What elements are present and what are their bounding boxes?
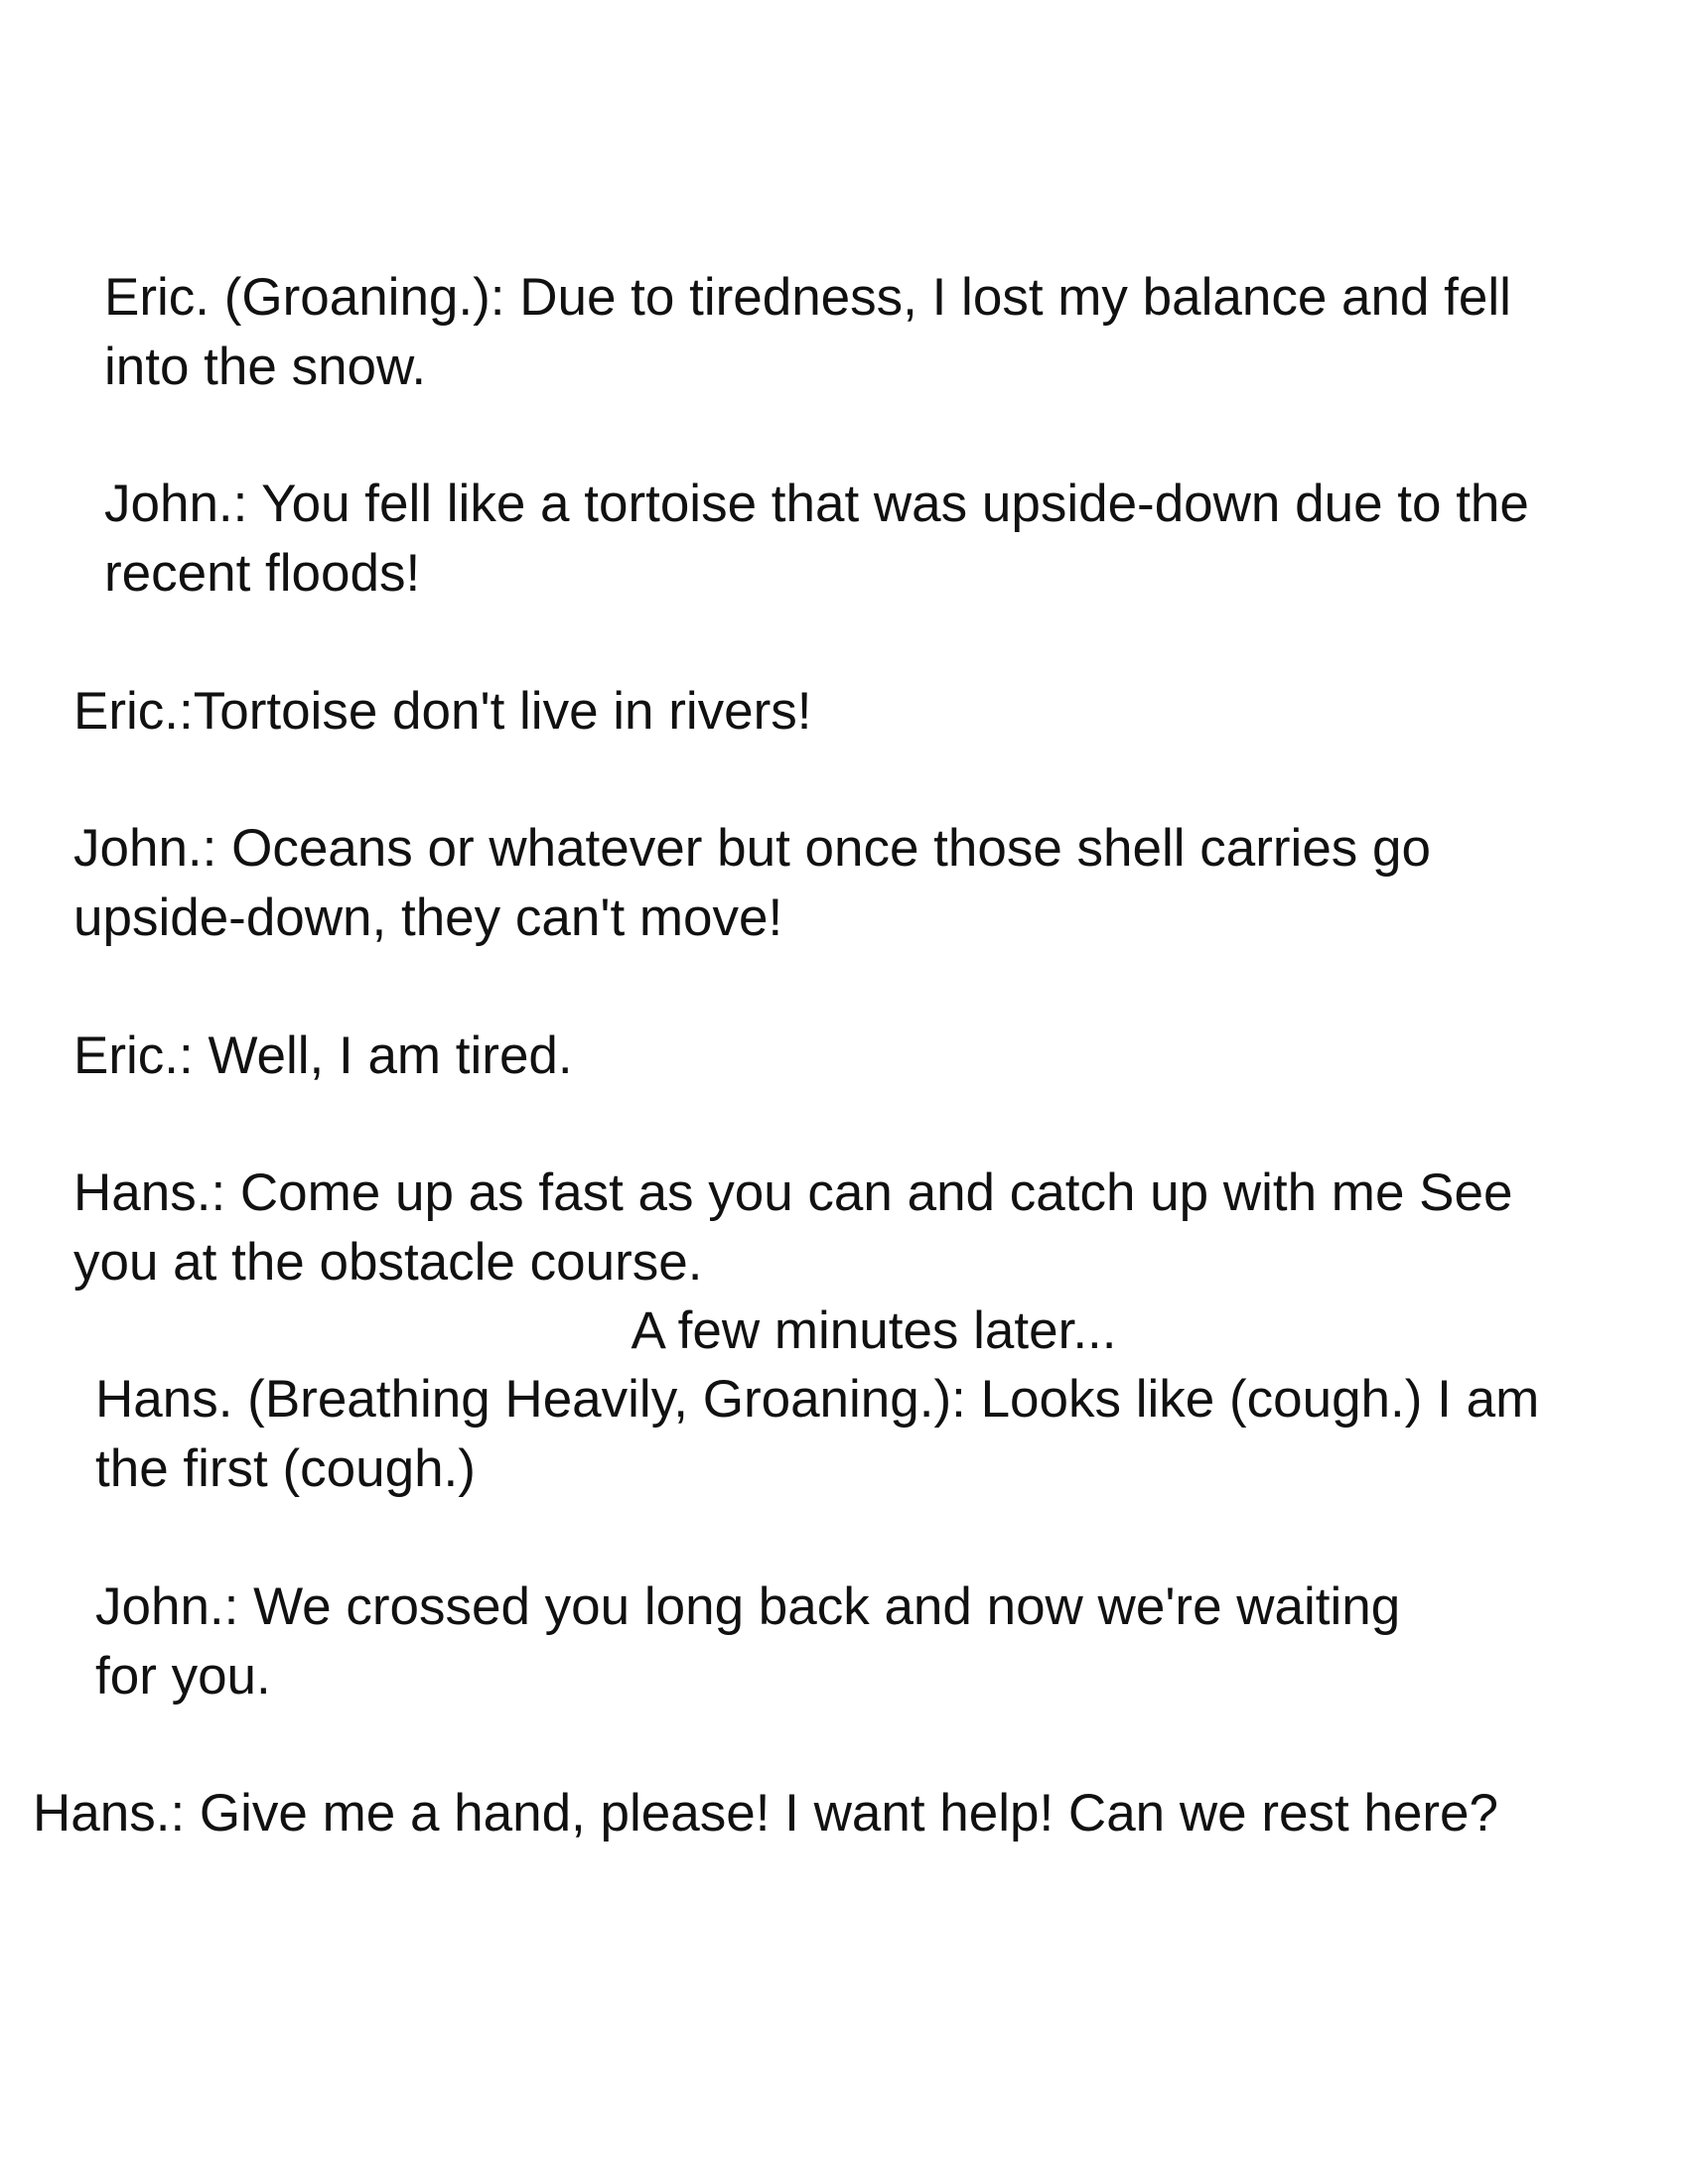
dialogue-line: into the snow.	[104, 338, 427, 396]
dialogue-line: upside-down, they can't move!	[73, 888, 783, 947]
scene-transition: A few minutes later...	[631, 1301, 1117, 1360]
dialogue-line: Hans.: Come up as fast as you can and catch up with me See	[73, 1163, 1513, 1222]
dialogue-line: John.: We crossed you long back and now we're waiting	[95, 1577, 1401, 1636]
dialogue-line: Eric.: Well, I am tired.	[73, 1026, 573, 1085]
dialogue-line: John.: Oceans or whatever but once those shell carries go	[73, 819, 1431, 878]
dialogue-line: Eric.:Tortoise don't live in rivers!	[73, 682, 812, 741]
dialogue-line: Eric. (Groaning.): Due to tiredness, I lost my balance and fell	[104, 268, 1511, 327]
dialogue-line: the first (cough.)	[95, 1439, 476, 1498]
dialogue-line: for you.	[95, 1647, 271, 1706]
dialogue-line: Hans. (Breathing Heavily, Groaning.): Looks like (cough.) I am	[95, 1370, 1540, 1429]
dialogue-line: recent floods!	[104, 544, 421, 603]
dialogue-line: Hans.: Give me a hand, please! I want help! Can we rest here?	[33, 1784, 1498, 1843]
dialogue-line: John.: You fell like a tortoise that was upside-down due to the	[104, 475, 1529, 533]
dialogue-line: you at the obstacle course.	[73, 1233, 703, 1292]
